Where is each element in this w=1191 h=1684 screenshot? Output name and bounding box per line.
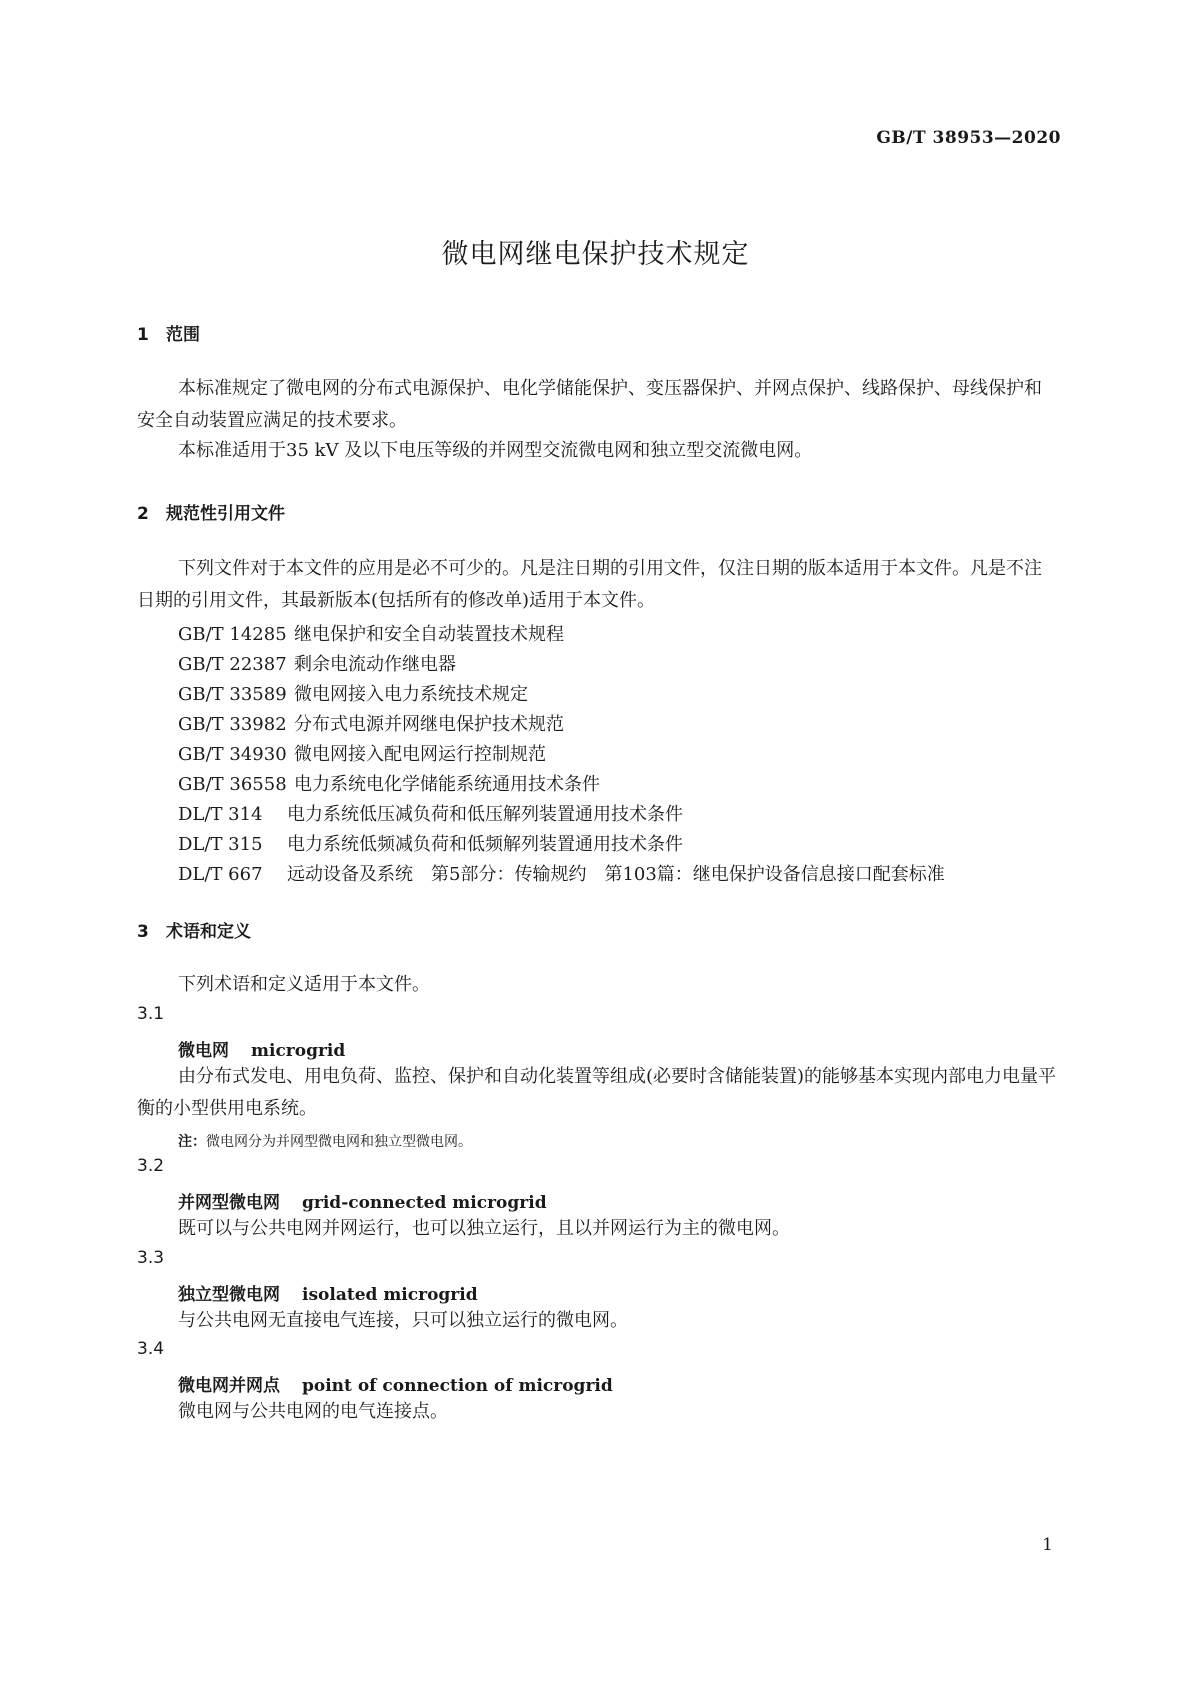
reference-item — [178, 740, 546, 766]
reference-code: GB/T 33982 — [178, 714, 287, 735]
terms-intro-paragraph: 下列术语和定义适用于本文件。 — [178, 974, 430, 995]
term-number: 3.4 — [137, 1339, 165, 1359]
term-en: point of connection of microgrid — [302, 1376, 613, 1396]
reference-title: 剩余电流动作继电器 — [294, 654, 456, 675]
section-title: 规范性引用文件 — [166, 504, 285, 524]
section-number: 1 — [137, 325, 149, 345]
reference-title: 电力系统低压减负荷和低压解列装置通用技术条件 — [287, 804, 683, 825]
term-definition: 既可以与公共电网并网运行，也可以独立运行，且以并网运行为主的微电网。 — [178, 1218, 790, 1239]
term-zh: 独立型微电网 — [178, 1285, 280, 1305]
reference-item — [178, 770, 600, 796]
section-title: 范围 — [166, 325, 200, 345]
reference-title: 远动设备及系统 第5部分：传输规约 第103篇：继电保护设备信息接口配套标准 — [287, 864, 945, 885]
term-zh: 并网型微电网 — [178, 1193, 280, 1213]
standard-number: GB/T 38953—2020 — [876, 128, 1061, 148]
reference-item — [178, 860, 945, 886]
term-zh: 微电网并网点 — [178, 1376, 280, 1396]
reference-code: DL/T 667 — [178, 864, 263, 885]
term-heading — [178, 1280, 478, 1305]
term-heading — [178, 1036, 345, 1061]
reference-code: GB/T 14285 — [178, 624, 287, 645]
section-heading-1 — [137, 320, 200, 345]
reference-code: DL/T 315 — [178, 834, 263, 855]
section-title: 术语和定义 — [166, 922, 251, 942]
scope-paragraph-2: 本标准适用于35 kV 及以下电压等级的并网型交流微电网和独立型交流微电网。 — [178, 440, 813, 461]
page-number: 1 — [1042, 1535, 1053, 1555]
section-number: 3 — [137, 922, 149, 942]
term-definition: 微电网与公共电网的电气连接点。 — [178, 1401, 448, 1422]
term-number: 3.2 — [137, 1156, 165, 1176]
reference-title: 微电网接入电力系统技术规定 — [294, 684, 528, 705]
reference-item — [178, 710, 564, 736]
section-heading-2 — [137, 499, 285, 524]
reference-code: GB/T 22387 — [178, 654, 287, 675]
reference-item — [178, 800, 683, 826]
term-number: 3.3 — [137, 1248, 165, 1268]
reference-item — [178, 830, 683, 856]
term-zh: 微电网 — [178, 1041, 229, 1061]
note-text: 微电网分为并网型微电网和独立型微电网。 — [206, 1134, 472, 1150]
reference-item — [178, 620, 564, 646]
reference-item — [178, 650, 456, 676]
term-definition: 与公共电网无直接电气连接，只可以独立运行的微电网。 — [178, 1310, 628, 1331]
reference-title: 微电网接入配电网运行控制规范 — [294, 744, 546, 765]
scope-paragraph-1: 本标准规定了微电网的分布式电源保护、电化学储能保护、变压器保护、并网点保护、线路保护、母线保护和安全自动装置应满足的技术要求。 — [137, 378, 1042, 431]
reference-code: GB/T 34930 — [178, 744, 287, 765]
reference-code: GB/T 33589 — [178, 684, 287, 705]
section-number: 2 — [137, 504, 149, 524]
term-number: 3.1 — [137, 1004, 165, 1024]
term-definition: 由分布式发电、用电负荷、监控、保护和自动化装置等组成(必要时含储能装置)的能够基本实现内部电力电量平衡的小型供用电系统。 — [137, 1066, 1057, 1119]
reference-code: GB/T 36558 — [178, 774, 287, 795]
reference-item — [178, 680, 528, 706]
term-en: grid-connected microgrid — [302, 1193, 547, 1213]
note-label: 注： — [178, 1134, 206, 1150]
reference-title: 继电保护和安全自动装置技术规程 — [294, 624, 564, 645]
term-heading — [178, 1188, 547, 1213]
term-note — [178, 1131, 472, 1151]
reference-code: DL/T 314 — [178, 804, 263, 825]
references-intro-paragraph: 下列文件对于本文件的应用是必不可少的。凡是注日期的引用文件，仅注日期的版本适用于本文件。凡是不注日期的引用文件，其最新版本(包括所有的修改单)适用于本文件。 — [137, 558, 1042, 611]
document-title: 微电网继电保护技术规定 — [441, 239, 750, 270]
term-en: isolated microgrid — [302, 1285, 478, 1305]
term-heading — [178, 1371, 613, 1396]
reference-title: 分布式电源并网继电保护技术规范 — [294, 714, 564, 735]
reference-title: 电力系统低频减负荷和低频解列装置通用技术条件 — [287, 834, 683, 855]
term-en: microgrid — [251, 1041, 346, 1061]
reference-title: 电力系统电化学储能系统通用技术条件 — [294, 774, 600, 795]
section-heading-3 — [137, 917, 251, 942]
